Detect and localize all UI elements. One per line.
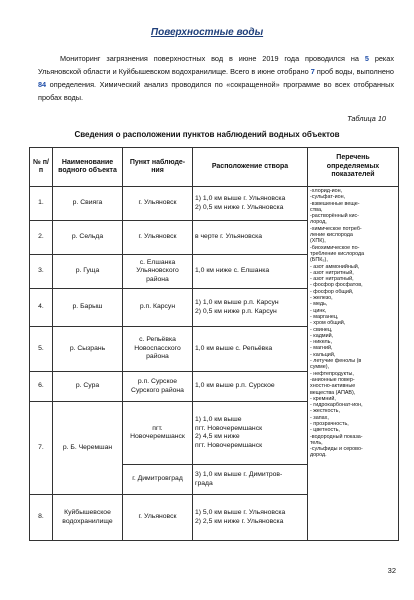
param-item: - свинец, — [310, 326, 333, 333]
site-line: 1) 1,0 км выше р.п. Карсун — [195, 299, 279, 306]
row-num: 3. — [30, 255, 53, 289]
row-site — [193, 255, 308, 289]
param-item: -растворённый кис- — [310, 213, 359, 220]
site-line: 2) 0,5 км ниже г. Ульяновска — [195, 203, 284, 211]
site-line: града — [195, 479, 213, 487]
row-site — [193, 495, 308, 541]
page-number: 32 — [387, 566, 396, 575]
param-item: - прозрачность, — [310, 420, 349, 427]
samples-count: 7 — [310, 67, 315, 76]
param-item: дород. — [310, 452, 327, 459]
param-item: - азот аммонийный, — [310, 263, 360, 270]
site-line: в черте г. Ульяновска — [195, 233, 263, 241]
param-item: -сульфат-ион, — [310, 194, 346, 201]
row-point: г. Ульяновск — [123, 495, 193, 541]
row-site — [193, 289, 308, 327]
param-item: - железо, — [310, 295, 333, 302]
param-item: - марганец, — [310, 313, 339, 320]
param-item: (БПК₅), — [310, 257, 328, 264]
header-site: Расположение створа — [193, 148, 308, 187]
row-object: р. Сура — [53, 372, 123, 402]
params-list — [308, 187, 399, 541]
row-object: р. Б. Черемшан — [53, 402, 123, 495]
site-line: 3) 1,0 км выше г. Димитров- — [195, 471, 283, 478]
site-line: 2) 0,5 км ниже р.п. Карсун — [195, 307, 277, 315]
row-point: г. Димитровград — [123, 465, 193, 495]
param-item: -хлорид-ион, — [310, 188, 343, 194]
param-item: - фосфор фосфатов, — [310, 282, 363, 289]
row-point: с. Репьёвка Новоспасского района — [123, 327, 193, 372]
site-line: 2) 2,5 км ниже г. Ульяновска — [195, 517, 284, 525]
site-line: 1,0 км ниже с. Елшанка — [195, 267, 270, 275]
param-item: - гидрокарбонат-ион, — [310, 402, 363, 409]
row-num: 8. — [30, 495, 53, 541]
site-line: 2) 4,5 км ниже — [195, 433, 240, 440]
row-object: р. Гуща — [53, 255, 123, 289]
row-site — [193, 187, 308, 221]
param-item: - никель, — [310, 339, 332, 346]
param-item: ление кислорода — [310, 232, 353, 239]
header-num: № п/п — [30, 148, 53, 187]
param-item: -водородный показа- — [310, 433, 363, 440]
row-object: р. Сызрань — [53, 327, 123, 372]
row-num: 6. — [30, 372, 53, 402]
intro-paragraph — [38, 52, 394, 104]
rivers-count: 5 — [364, 54, 369, 63]
row-site — [193, 221, 308, 255]
row-num: 5. — [30, 327, 53, 372]
param-item: лород, — [310, 219, 327, 226]
param-item: - азот нитратный, — [310, 276, 354, 283]
table-label: Таблица 10 — [347, 114, 386, 123]
intro-text-d: определения. Химический анализ проводился по «сокращенной» программе во всех отобранных пробах воды. — [38, 80, 394, 102]
param-item: сумме), — [310, 364, 330, 371]
table-title: Сведения о расположении пунктов наблюдений водных объектов — [74, 130, 340, 139]
param-item: - фосфор общий, — [310, 288, 354, 295]
table-header-row — [30, 148, 399, 187]
site-line: пгт. Новочеремшанск — [195, 441, 263, 449]
row-site — [193, 372, 308, 402]
row-site — [193, 465, 308, 495]
row-object: р. Барыш — [53, 289, 123, 327]
site-line: 1) 5,0 км выше г. Ульяновска — [195, 509, 286, 516]
site-line: 1,0 км выше с. Репьёвка — [195, 344, 273, 352]
param-item: - кадмий, — [310, 332, 334, 339]
row-point: пгт. Новочеремшанск — [123, 402, 193, 465]
param-item: - кальций, — [310, 351, 336, 358]
row-point: с. Елшанка Ульяновского района — [123, 255, 193, 289]
observation-points-table — [29, 147, 399, 541]
row-point: р.п. Карсун — [123, 289, 193, 327]
param-item: -взвешенные веще- — [310, 200, 360, 207]
header-point: Пункт наблюде-ния — [123, 148, 193, 187]
row-point: р.п. Сурское Сурского района — [123, 372, 193, 402]
row-num: 7. — [30, 402, 53, 495]
row-num: 2. — [30, 221, 53, 255]
param-item: - цветность, — [310, 427, 340, 434]
row-object: р. Свияга — [53, 187, 123, 221]
site-line: пгт. Новочеремшанск — [195, 424, 263, 432]
row-site — [193, 402, 308, 465]
param-item: - кремний, — [310, 395, 336, 402]
param-item: (ХПК), — [310, 238, 326, 245]
param-item: -анионные повер- — [310, 376, 355, 383]
param-item: тель, — [310, 439, 323, 446]
param-item: вещества (АПАВ), — [310, 389, 356, 396]
param-item: - запах, — [310, 414, 329, 421]
row-object: р. Сельда — [53, 221, 123, 255]
param-item: - магний, — [310, 345, 333, 352]
param-item: хностно-активные — [310, 383, 356, 390]
param-item: ства, — [310, 206, 323, 213]
row-point: г. Ульяновск — [123, 221, 193, 255]
site-line: 1) 1,0 км выше — [195, 416, 242, 423]
row-site — [193, 327, 308, 372]
param-item: - медь, — [310, 301, 328, 308]
section-title: Поверхностные воды — [150, 27, 264, 38]
param-item: -биохимическое по- — [310, 244, 360, 251]
param-item: требление кислорода — [310, 250, 365, 257]
param-item: - летучие фенолы (в — [310, 358, 362, 365]
header-params: Перечень определяемых показателей — [308, 148, 399, 187]
intro-text-c: проб воды, выполнено — [314, 67, 394, 76]
param-item: - хром общий, — [310, 320, 346, 327]
param-item: - нефтепродукты, — [310, 370, 354, 377]
row-num: 1. — [30, 187, 53, 221]
site-line: 1,0 км выше р.п. Сурское — [195, 382, 275, 390]
intro-text-a: Мониторинг загрязнения поверхностных вод в июне 2019 года проводился на — [60, 54, 365, 63]
table-row — [30, 187, 399, 221]
param-item: - жесткость, — [310, 408, 340, 415]
param-item: -химическое потреб- — [310, 225, 362, 232]
definitions-count: 84 — [38, 80, 47, 89]
row-point: г. Ульяновск — [123, 187, 193, 221]
intro-text-b: реках Ульяновской области и Куйбышевском водохранилище. Всего в июне отобрано — [38, 54, 394, 76]
param-item: -сульфиды и серово- — [310, 446, 363, 453]
site-line: 1) 1,0 км выше г. Ульяновска — [195, 195, 286, 202]
row-num: 4. — [30, 289, 53, 327]
header-object: Наименование водного объекта — [53, 148, 123, 187]
row-object: Куйбышевское водохранилище — [53, 495, 123, 541]
param-item: - цинк, — [310, 307, 327, 314]
param-item: - азот нитритный, — [310, 269, 354, 276]
